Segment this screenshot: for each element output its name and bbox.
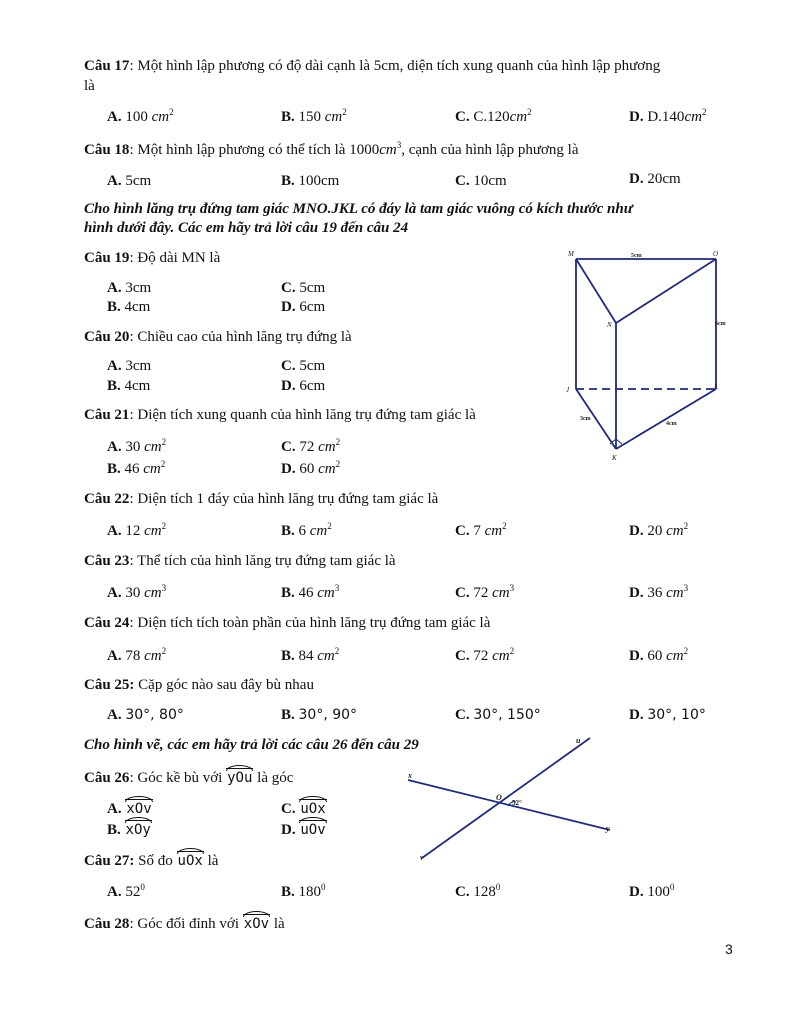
page-number: 3	[725, 941, 733, 957]
q26-option-b[interactable]: B. xOy	[107, 822, 151, 838]
prism-figure	[560, 245, 760, 465]
label-6cm: 6cm	[715, 321, 726, 327]
edge-NO	[616, 259, 716, 323]
label-O: O	[713, 250, 719, 258]
q17-label: Câu 17	[84, 58, 130, 74]
q22-stem: Câu 22: Diện tích 1 đáy của hình lăng trụ đứng tam giác là	[84, 491, 439, 507]
q21-option-c[interactable]: C. 72 $cm^2$	[281, 437, 341, 455]
q27-option-b[interactable]: B. $180^0$	[281, 882, 326, 900]
label-5cm: 5cm	[631, 253, 642, 259]
q22-option-b[interactable]: B. 6 $cm^2$	[281, 521, 332, 539]
q26-angle: yOu	[227, 770, 253, 786]
q17-option-a[interactable]: A. 100 $cm^2$	[107, 107, 174, 125]
q20-option-c[interactable]: C. 5cm	[281, 358, 326, 374]
q26-option-d[interactable]: D. uOv	[281, 822, 326, 838]
q22-option-d[interactable]: D. 20 $cm^2$	[629, 521, 689, 539]
q23-stem: Câu 23: Thể tích của hình lăng trụ đứng tam giác là	[84, 553, 396, 569]
label-u: u	[576, 736, 581, 745]
q24-stem: Câu 24: Diện tích tích toàn phần của hình lăng trụ đứng tam giác là	[84, 615, 491, 631]
q25-option-a[interactable]: A. 30°, 80°	[107, 707, 184, 723]
q19-stem: Câu 19: Độ dài MN là	[84, 250, 221, 266]
q24-option-b[interactable]: B. 84 $cm^2$	[281, 646, 340, 664]
q20-option-b[interactable]: B. 4cm	[107, 378, 151, 394]
q20-option-d[interactable]: D. 6cm	[281, 378, 326, 394]
q18-option-a[interactable]: A. 5cm	[107, 173, 152, 189]
q20-option-a[interactable]: A. 3cm	[107, 358, 152, 374]
label-3cm: 3cm	[580, 416, 591, 422]
q17-stem	[84, 58, 660, 75]
q19-option-d[interactable]: D. 6cm	[281, 299, 326, 315]
q23-option-b[interactable]: B. 46 $cm^3$	[281, 583, 340, 601]
q18-label: Câu 18	[84, 142, 130, 158]
label-O: O	[496, 793, 502, 802]
label-v: v	[420, 853, 424, 862]
q18-option-d[interactable]: D. 20cm	[629, 171, 681, 187]
intro-prism-line1: Cho hình lăng trụ đứng tam giác MNO.JKL có đáy là tam giác vuông có kích thước như	[84, 201, 633, 217]
q17-stem-cont: là	[84, 78, 95, 94]
intro-prism-line2: hình dưới đây. Các em hãy trả lời câu 19 đến câu 24	[84, 220, 409, 236]
q27-option-c[interactable]: C. $128^0$	[455, 882, 501, 900]
q26-option-a[interactable]: A. xOv	[107, 801, 152, 817]
q28-stem: Câu 28: Góc đối đỉnh với xOv là	[84, 916, 285, 932]
q27-option-d[interactable]: D. $100^0$	[629, 882, 675, 900]
q21-option-a[interactable]: A. 30 $cm^2$	[107, 437, 167, 455]
q27-option-a[interactable]: A. $52^0$	[107, 882, 145, 900]
q25-stem: Câu 25: Cặp góc nào sau đây bù nhau	[84, 677, 314, 693]
q26-stem: Câu 26: Góc kề bù với yOu là góc	[84, 770, 294, 786]
q19-option-a[interactable]: A. 3cm	[107, 280, 152, 296]
q21-option-d[interactable]: D. 60 $cm^2$	[281, 459, 341, 477]
q17-text: : Một hình lập phương có độ dài cạnh là 5cm, diện tích xung quanh của hình lập phương	[129, 58, 661, 74]
q28-angle: xOv	[243, 916, 270, 932]
label-N: N	[607, 321, 612, 329]
q21-option-b[interactable]: B. 46 $cm^2$	[107, 459, 166, 477]
q27-angle: uOx	[177, 853, 203, 869]
q17-option-b[interactable]: B. 150 $cm^2$	[281, 107, 347, 125]
q23-option-c[interactable]: C. 72 $cm^3$	[455, 583, 515, 601]
q25-option-c[interactable]: C. 30°, 150°	[455, 707, 541, 723]
q17-option-c[interactable]: C. $C.120cm^2$	[455, 107, 532, 125]
q18-stem: Câu 18: Một hình lập phương có thể tích là $1000cm^3$, cạnh của hình lập phương là	[84, 140, 579, 158]
q21-stem: Câu 21: Diện tích xung quanh của hình lăng trụ đứng tam giác là	[84, 407, 476, 423]
q18-option-b[interactable]: B. 100cm	[281, 173, 340, 189]
q27-stem: Câu 27: Số đo uOx là	[84, 853, 219, 869]
label-M: M	[568, 250, 574, 258]
q18-option-c[interactable]: C. 10cm	[455, 173, 507, 189]
q17-option-d[interactable]: D. $D.140cm^2$	[629, 107, 707, 125]
intro-lines: Cho hình vẽ, các em hãy trả lời các câu 26 đến câu 29	[84, 737, 419, 753]
q20-stem: Câu 20: Chiều cao của hình lăng trụ đứng là	[84, 329, 352, 345]
label-J: J	[566, 386, 570, 394]
label-x: x	[408, 771, 412, 780]
edge-MN	[576, 259, 616, 323]
q19-option-b[interactable]: B. 4cm	[107, 299, 151, 315]
label-4cm: 4cm	[666, 421, 677, 427]
line-uv	[422, 738, 590, 858]
q25-option-d[interactable]: D. 30°, 10°	[629, 707, 706, 723]
q22-option-c[interactable]: C. 7 $cm^2$	[455, 521, 507, 539]
q19-option-c[interactable]: C. 5cm	[281, 280, 326, 296]
label-52deg: 52°	[512, 799, 522, 807]
q24-option-d[interactable]: D. 60 $cm^2$	[629, 646, 689, 664]
q22-option-a[interactable]: A. 12 $cm^2$	[107, 521, 167, 539]
q23-option-a[interactable]: A. 30 $cm^3$	[107, 583, 167, 601]
edge-KL	[616, 389, 716, 449]
label-y: y	[606, 824, 610, 833]
q24-option-c[interactable]: C. 72 $cm^2$	[455, 646, 515, 664]
q23-option-d[interactable]: D. 36 $cm^3$	[629, 583, 689, 601]
intersecting-lines-figure	[400, 732, 615, 867]
q26-option-c[interactable]: C. uOx	[281, 801, 326, 817]
label-L: L	[714, 383, 718, 391]
label-K: K	[612, 454, 617, 462]
q25-option-b[interactable]: B. 30°, 90°	[281, 707, 358, 723]
q24-option-a[interactable]: A. 78 $cm^2$	[107, 646, 167, 664]
